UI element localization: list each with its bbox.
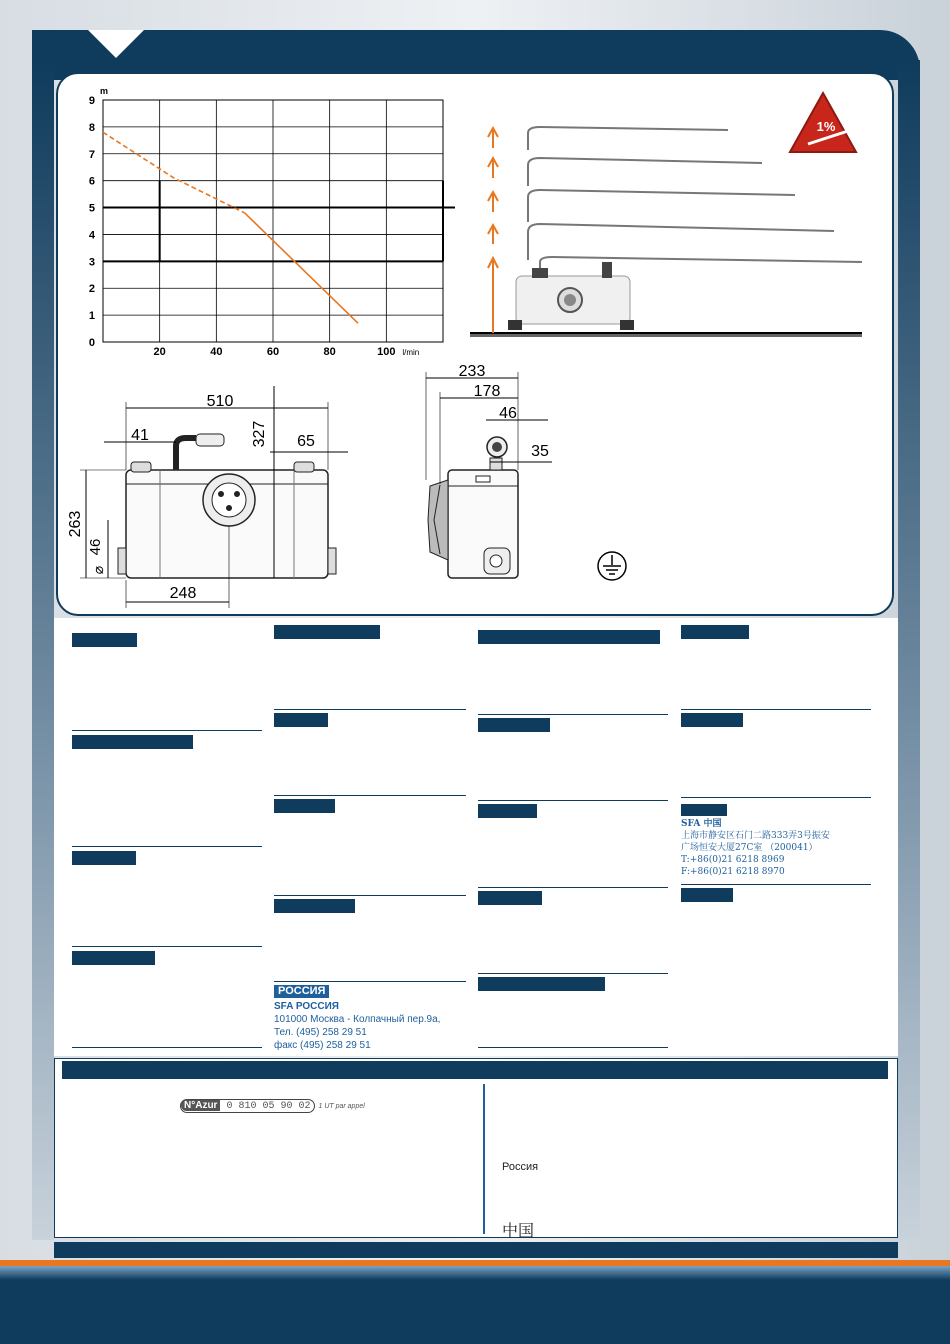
- section-header-bar: [681, 713, 743, 727]
- china-address-2: 广场恒安大厦27C室 （200041）: [681, 843, 818, 853]
- china-fax: F:+86(0)21 6218 8970: [681, 867, 785, 877]
- russia-company: SFA РОССИЯ: [274, 1001, 339, 1012]
- section-divider: [478, 887, 668, 888]
- section-header-bar: [274, 799, 335, 813]
- dim-width-total: 510: [206, 393, 234, 410]
- y-tick-label: 8: [88, 121, 95, 134]
- section-divider: [274, 709, 466, 710]
- y-tick-label: 7: [88, 148, 95, 161]
- installation-illustration: [470, 93, 862, 337]
- arrow-up-icon: [488, 158, 498, 178]
- azur-tag: N°Azur: [181, 1100, 220, 1111]
- contact-russia-label: Россия: [502, 1161, 539, 1173]
- pipe-3: [528, 190, 795, 222]
- section-header-bar: [72, 851, 136, 865]
- x-unit-label: l/min: [402, 348, 420, 357]
- front-dimension-drawing: [67, 386, 348, 608]
- section-header-bar: [478, 630, 660, 644]
- x-axis-ticks: [154, 346, 420, 358]
- section-header-bar: [478, 718, 550, 732]
- russia-phone: Тел. (495) 258 29 51: [274, 1027, 367, 1038]
- y-axis-ticks: [89, 95, 96, 349]
- section-header-bar: [478, 977, 605, 991]
- dim-left-offset: 41: [131, 427, 149, 444]
- section-divider: [274, 895, 466, 896]
- section-divider: [72, 730, 262, 731]
- russia-fax: факс (495) 258 29 51: [274, 1040, 371, 1051]
- pipe-1: [528, 127, 728, 150]
- arrow-up-icon: [488, 258, 498, 333]
- section-header-bar: [681, 888, 733, 902]
- dim-diameter-label: ⌀: [90, 565, 106, 575]
- section-divider: [478, 1047, 668, 1048]
- diagrams-svg: [0, 0, 950, 620]
- dim-height-top: 327: [251, 420, 268, 448]
- section-divider: [478, 714, 668, 715]
- section-divider: [681, 797, 871, 798]
- arrow-up-icon: [488, 225, 498, 244]
- slope-warning-icon: [790, 93, 856, 152]
- russia-address-block: [274, 985, 474, 1052]
- series-line-solid: [245, 213, 358, 323]
- section-divider: [478, 800, 668, 801]
- x-tick-label: 20: [153, 346, 166, 358]
- pipe-5: [540, 257, 862, 272]
- azur-number: 0 810 05 90 02: [226, 1101, 311, 1112]
- y-tick-label: 5: [88, 202, 95, 215]
- pipe-4: [528, 224, 834, 260]
- side-dimension-drawing: [426, 363, 552, 578]
- dim-right-offset: 65: [297, 433, 315, 450]
- contact-panel: [54, 1058, 898, 1238]
- dim-height-body: 263: [67, 510, 84, 538]
- dim-outlet-offset: 46: [499, 405, 517, 422]
- series-line-dashed: [103, 132, 245, 213]
- china-company: SFA 中国: [681, 819, 722, 829]
- section-header-bar: [72, 633, 137, 647]
- pipe-2: [528, 158, 762, 186]
- section-header-bar: [274, 899, 355, 913]
- dim-bottom-offset: 248: [169, 585, 197, 602]
- y-tick-label: 2: [88, 283, 95, 296]
- section-header-bar: [478, 891, 542, 905]
- section-divider: [681, 884, 871, 885]
- china-address-block: [681, 804, 871, 878]
- china-phone: T:+86(0)21 6218 8969: [681, 855, 785, 865]
- section-divider: [478, 973, 668, 974]
- russia-badge: РОССИЯ: [274, 985, 329, 998]
- chart-series: [103, 132, 358, 323]
- y-tick-label: 3: [88, 256, 95, 269]
- y-tick-label: 9: [88, 95, 95, 107]
- section-header-bar: [274, 713, 328, 727]
- floor-hatch: [470, 334, 862, 337]
- china-address-1: 上海市静安区石门二路333弄3号振安: [681, 831, 830, 841]
- section-divider: [274, 795, 466, 796]
- y-unit-label: m: [100, 86, 109, 96]
- azur-note: 1 UT par appel: [318, 1103, 365, 1110]
- contact-divider: [483, 1084, 485, 1234]
- dim-outlet-height: 35: [531, 443, 549, 460]
- y-tick-label: 0: [88, 337, 95, 349]
- chart-grid: [103, 100, 455, 342]
- ground-icon: [598, 552, 626, 580]
- footer-bar: [54, 1242, 898, 1258]
- section-divider: [72, 846, 262, 847]
- dim-depth-body: 178: [473, 383, 501, 400]
- azur-phone[interactable]: [180, 1099, 365, 1113]
- section-divider: [72, 946, 262, 947]
- azur-pill[interactable]: [180, 1099, 315, 1113]
- x-tick-label: 100: [377, 346, 396, 358]
- slope-badge-text: 1%: [816, 119, 836, 134]
- section-divider: [681, 709, 871, 710]
- russia-address: 101000 Москва - Колпачный пер.9а,: [274, 1014, 441, 1025]
- dim-depth-total: 233: [458, 363, 486, 380]
- section-divider: [274, 981, 466, 982]
- contact-china-label: 中国: [502, 1221, 535, 1240]
- y-tick-label: 1: [88, 310, 95, 323]
- performance-chart: [89, 86, 455, 358]
- section-divider: [72, 1047, 262, 1048]
- x-tick-label: 40: [210, 346, 223, 358]
- pump-unit-small: [508, 262, 634, 330]
- section-header-bar: [478, 804, 537, 818]
- contact-header-bar: [62, 1061, 888, 1079]
- arrow-up-icon: [488, 192, 498, 212]
- section-header-bar: [274, 625, 380, 639]
- dim-diameter: 46: [87, 538, 104, 556]
- y-tick-label: 4: [88, 229, 95, 242]
- section-header-bar: [681, 625, 749, 639]
- china-badge: [681, 804, 727, 816]
- section-header-bar: [72, 735, 193, 749]
- footer-band: [0, 1266, 950, 1344]
- x-tick-label: 80: [323, 346, 336, 358]
- y-tick-label: 6: [88, 175, 95, 188]
- arrow-up-icon: [488, 128, 498, 148]
- x-tick-label: 60: [266, 346, 280, 358]
- section-header-bar: [72, 951, 155, 965]
